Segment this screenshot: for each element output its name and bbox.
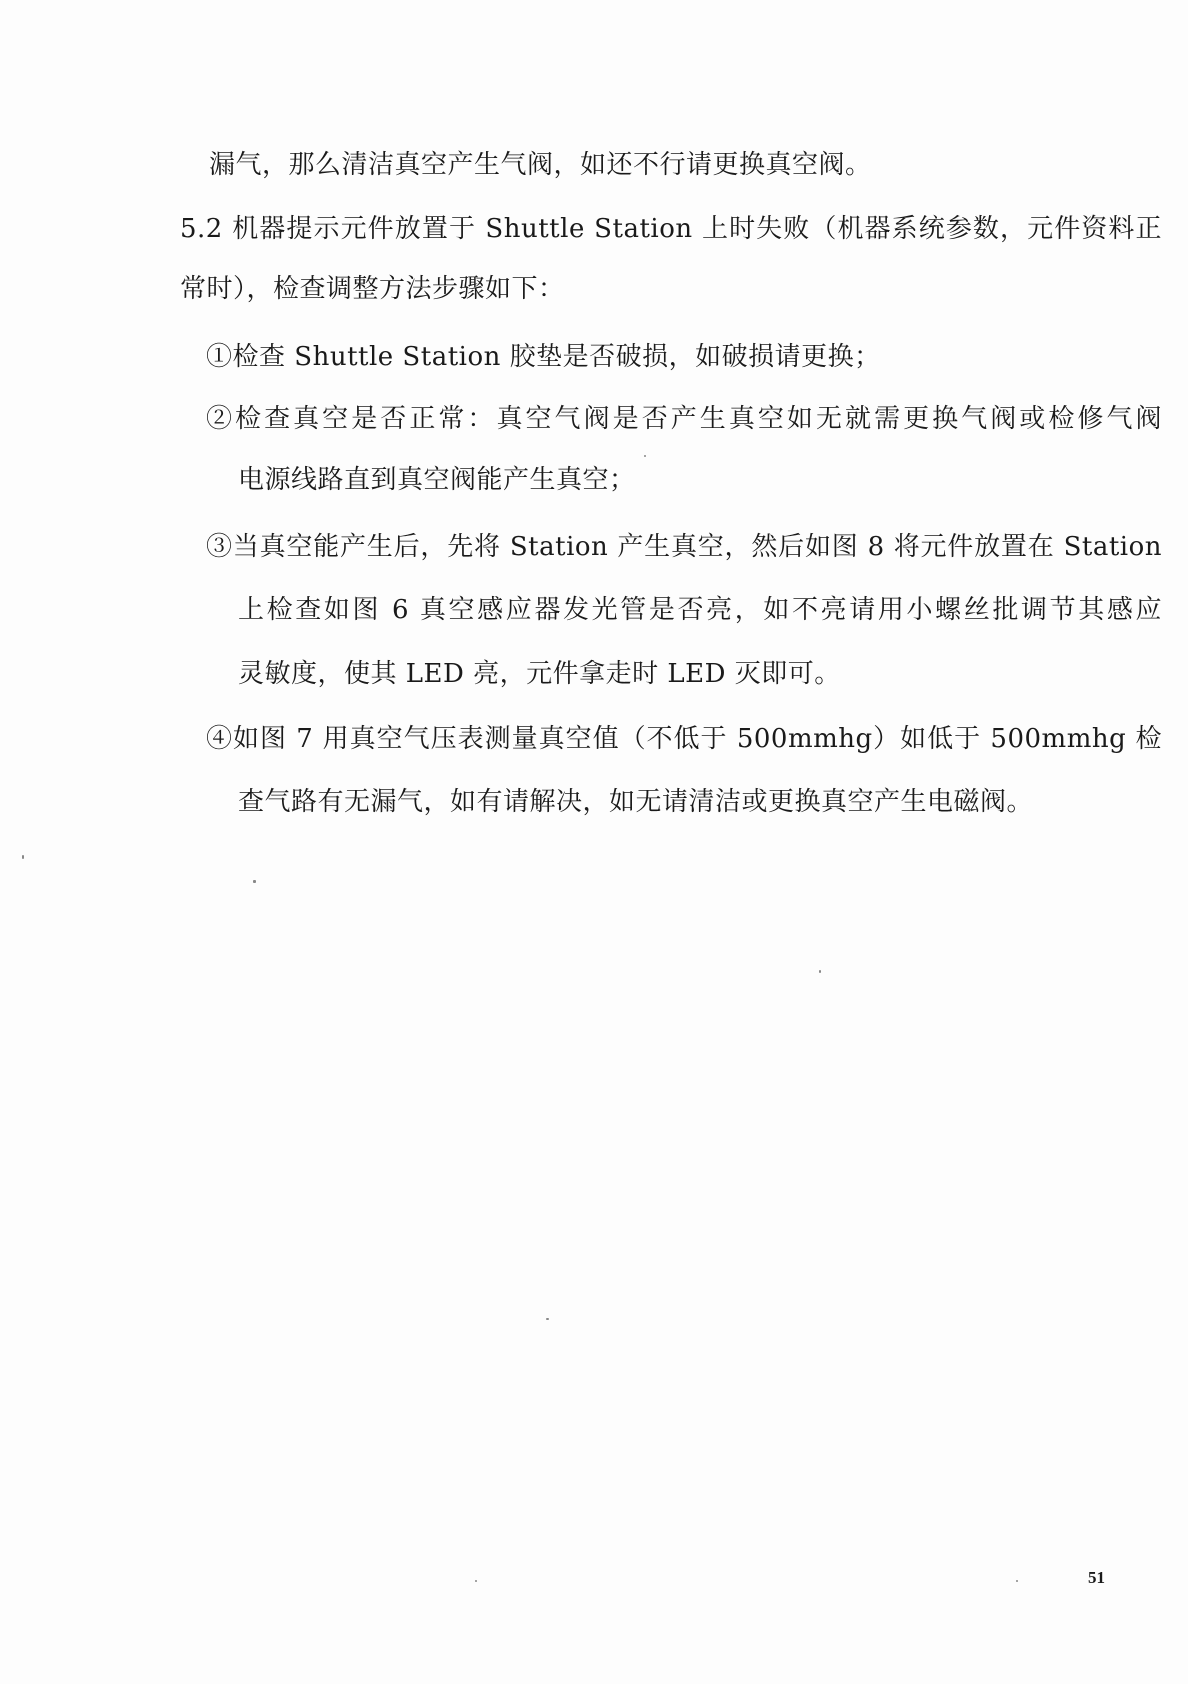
- step-4-line: ④如图 7 用真空气压表测量真空值（不低于 500mmhg）如低于 500mmhg 检: [206, 724, 1162, 754]
- section-5-2-heading-continuation: 常时），检查调整方法步骤如下：: [180, 274, 565, 304]
- scan-speck: [1016, 1580, 1018, 1582]
- step-2-continuation: 电源线路直到真空阀能产生真空；: [238, 465, 636, 495]
- scan-speck: [819, 970, 821, 973]
- scan-speck: [475, 1580, 477, 1582]
- section-5-2-heading-line: 5.2 机器提示元件放置于 Shuttle Station 上时失败（机器系统参数，元件资料正: [180, 214, 1162, 244]
- page-number: 51: [1088, 1568, 1105, 1587]
- scan-speck: [546, 1318, 549, 1320]
- scan-speck: [644, 455, 646, 457]
- step-4-continuation: 查气路有无漏气，如有请解决，如无请清洁或更换真空产生电磁阀。: [238, 787, 1034, 817]
- step-3-continuation-2: 灵敏度，使其 LED 亮，元件拿走时 LED 灭即可。: [238, 659, 841, 689]
- step-3-continuation-1: 上检查如图 6 真空感应器发光管是否亮，如不亮请用小螺丝批调节其感应: [238, 595, 1162, 625]
- scan-speck: [22, 855, 24, 859]
- paragraph-continuation-line: 漏气，那么清洁真空产生气阀，如还不行请更换真空阀。: [209, 150, 872, 180]
- step-3-line: ③当真空能产生后，先将 Station 产生真空，然后如图 8 将元件放置在 Station: [206, 532, 1162, 562]
- step-2-line: ②检查真空是否正常：真空气阀是否产生真空如无就需更换气阀或检修气阀: [206, 404, 1162, 434]
- step-1-line: ①检查 Shuttle Station 胶垫是否破损，如破损请更换；: [206, 342, 881, 372]
- scan-speck: [253, 880, 256, 883]
